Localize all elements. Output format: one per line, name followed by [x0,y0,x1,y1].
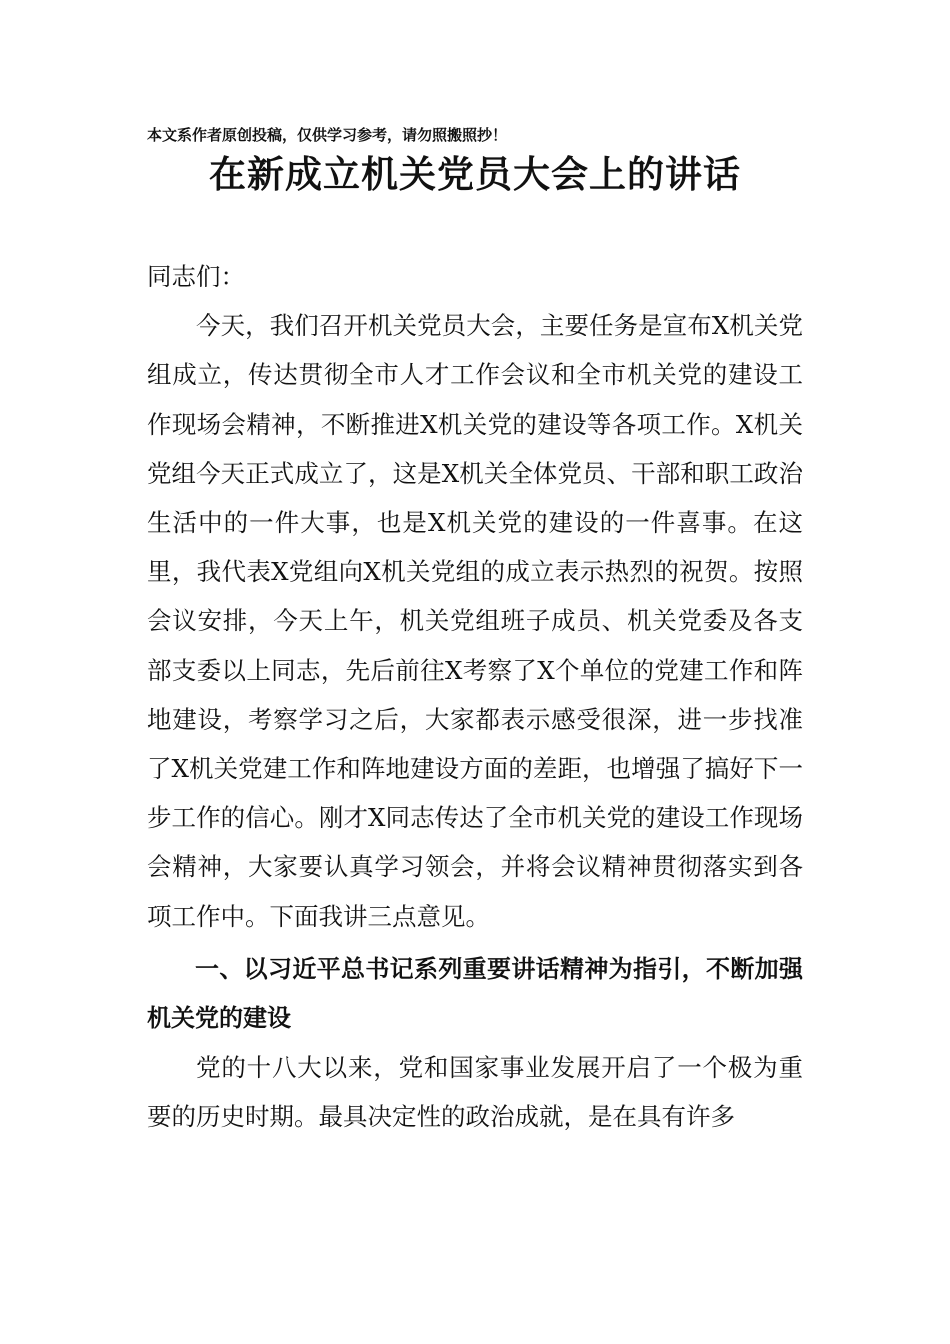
document-title: 在新成立机关党员大会上的讲话 [209,152,741,196]
paragraph-opening: 今天，我们召开机关党员大会，主要任务是宣布X机关党组成立，传达贯彻全市人才工作会议和全市机关党的建设工作现场会精神，不断推进X机关党的建设等各项工作。X机关党组今天正式成立了，这是X机关全体党员、干部和职工政治生活中的一件大事，也是X机关党的建设的一件喜事。在这里，我代表X党组向X机关党组的成立表示热烈的祝贺。按照会议安排，今天上午，机关党组班子成员、机关党委及各支部支委以上同志，先后前往X考察了X个单位的党建工作和阵地建设，考察学习之后，大家都表示感受很深，进一步找准了X机关党建工作和阵地建设方面的差距，也增强了搞好下一步工作的信心。刚才X同志传达了全市机关党的建设工作现场会精神，大家要认真学习领会，并将会议精神贯彻落实到各项工作中。下面我讲三点意见。 [147,311,803,931]
paragraph-section-1: 党的十八大以来，党和国家事业发展开启了一个极为重要的历史时期。最具决定性的政治成就，是在具有许多 [147,1053,803,1132]
document-body [147,252,803,1142]
salutation: 同志们： [147,262,245,291]
section-heading-1: 一、以习近平总书记系列重要讲话精神为指引，不断加强机关党的建设 [147,954,803,1033]
disclaimer-note: 本文系作者原创投稿，仅供学习参考，请勿照搬照抄！ [147,126,508,144]
